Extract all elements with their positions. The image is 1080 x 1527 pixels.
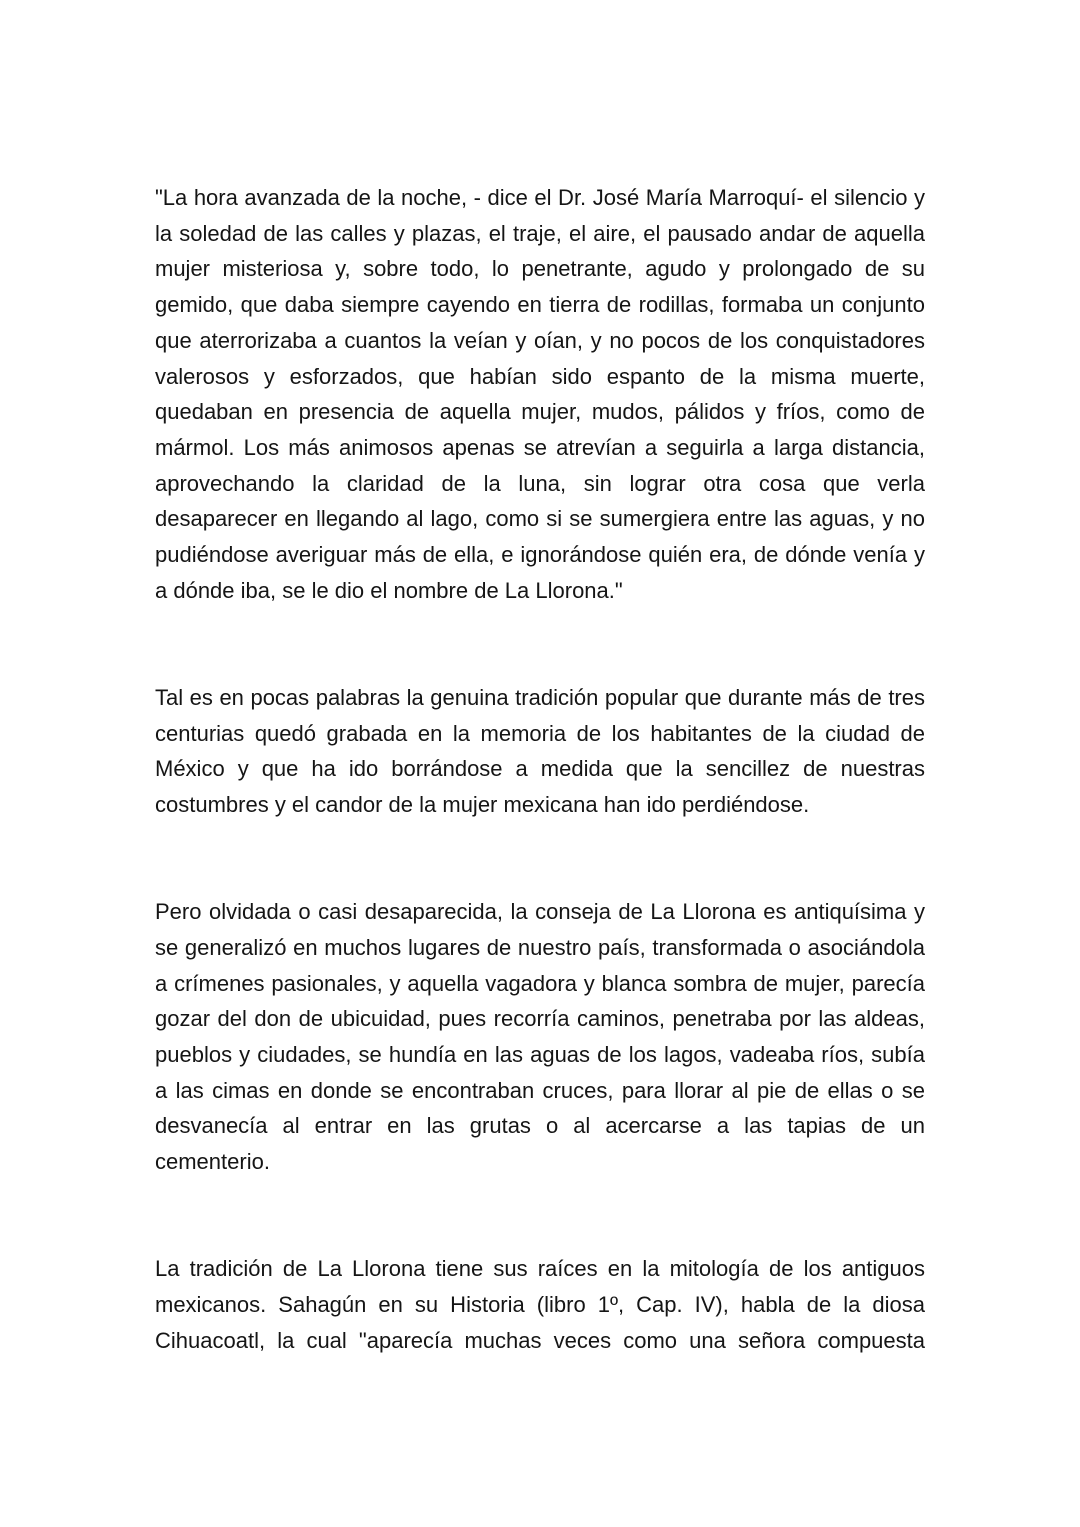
paragraph-ubiquity: Pero olvidada o casi desaparecida, la conseja de La Llorona es antiquísima y se generalizó en muchos lugares de nuestro país, transformada o asociándola a crímenes pasionales, y aquella vagadora y blanca sombra de mujer, parecía gozar del don de ubicuidad, pues recorría caminos, penetraba por las aldeas, pueblos y ciudades, se hundía en las aguas de los lagos, vadeaba ríos, subía a las cimas en donde se encontraban cruces, para llorar al pie de ellas o se desvanecía al entrar en las grutas o al acercarse a las tapias de un cementerio. <box>155 899 925 1175</box>
paragraph-popular-tradition: Tal es en pocas palabras la genuina tradición popular que durante más de tres centurias quedó grabada en la memoria de los habitantes de la ciudad de México y que ha ido borrándose a medida que la sencillez de nuestras costumbres y el candor de la mujer mexicana han ido perdiéndose. <box>155 684 925 818</box>
paragraph-marroqui-quote: "La hora avanzada de la noche, - dice el Dr. José María Marroquí- el silencio y la soledad de las calles y plazas, el traje, el aire, el pausado andar de aquella mujer misteriosa y, sobre todo, lo penetrante, agudo y prolongado de su gemido, que daba siempre cayendo en tierra de rodillas, formaba un conjunto que aterrorizaba a cuantos la veían y oían, y no pocos de los conquistadores valerosos y esforzados, que habían sido espanto de la misma muerte, quedaban en presencia de aquella mujer, mudos, pálidos y fríos, como de mármol. Los más animosos apenas se atrevían a seguirla a larga distancia, aprovechando la claridad de la luna, sin lograr otra cosa que verla desaparecer en llegando al lago, como si se sumergiera entre las aguas, y no pudiéndose averiguar más de ella, e ignorándose quién era, de dónde venía y a dónde iba, se le dio el nombre de La Llorona." <box>155 185 925 603</box>
paragraph-mythology-roots: La tradición de La Llorona tiene sus raíces en la mitología de los antiguos mexicanos. Sahagún en su Historia (libro 1º, Cap. IV), habla de la diosa Cihuacoatl, la cual "aparecía muchas veces como una señora compuesta <box>155 1256 925 1353</box>
document-page <box>155 180 925 1358</box>
